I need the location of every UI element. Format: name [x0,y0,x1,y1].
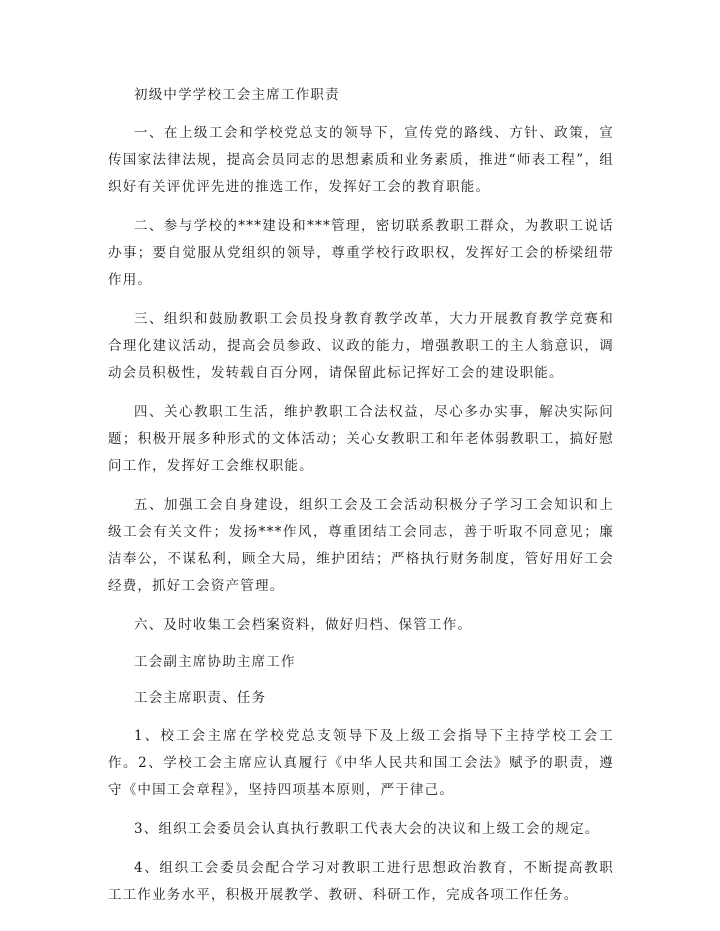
duty-paragraph-4: 四、关心教职工生活，维护教职工合法权益，尽心多办实事，解决实际问题；积极开展多种形式的文体活动；关心女教职工和年老体弱教职工，搞好慰问工作，发挥好工会维权职能。 [108,404,614,474]
duty-paragraph-1: 一、在上级工会和学校党总支的领导下，宣传党的路线、方针、政策，宣传国家法律法规，提高会员同志的思想素质和业务素质，推进“师表工程”，组织好有关评优评先进的推选工作，发挥好工会的教育职能。 [108,125,614,195]
task-item-3: 3、组织工会委员会认真执行教职工代表大会的决议和上级工会的规定。 [134,821,600,837]
task-item-4: 4、组织工会委员会配合学习对教职工进行思想政治教育，不断提高教职工工作业务水平，积极开展教学、教研、科研工作，完成各项工作任务。 [108,860,614,903]
duty-paragraph-6: 六、及时收集工会档案资料，做好归档、保管工作。 [134,617,473,633]
document-title: 初级中学学校工会主席工作职责 [134,87,340,103]
duty-paragraph-2: 二、参与学校的***建设和***管理，密切联系教职工群众，为教职工说话办事；要自觉服从党组织的领导，尊重学校行政职权，发挥好工会的桥梁纽带作用。 [108,218,614,288]
duty-paragraph-3: 三、组织和鼓励教职工会员投身教育教学改革，大力开展教育教学竞赛和合理化建议活动，提高会员参政、议政的能力，增强教职工的主人翁意识，调动会员积极性，发转载自百分网，请保留此标记挥好工会的建设职能。 [108,311,614,381]
task-item-1: 1、校工会主席在学校党总支领导下及上级工会指导下主持学校工会工作。2、学校工会主席应认真履行《中华人民共和国工会法》赋予的职责，遵守《中国工会章程》，坚持四项基本原则，严于律己。 [108,728,614,798]
document-body [108,84,614,921]
section-heading-chair-duties: 工会主席职责、任务 [134,690,267,706]
duty-paragraph-5: 五、加强工会自身建设，组织工会及工会活动积极分子学习工会知识和上级工会有关文件；发扬***作风，尊重团结工会同志，善于听取不同意见；廉洁奉公，不谋私利，顾全大局，维护团结；严格执行财务制度，管好用好工会经费，抓好工会资产管理。 [108,497,614,594]
section-heading-vice-chair: 工会副主席协助主席工作 [134,654,296,670]
